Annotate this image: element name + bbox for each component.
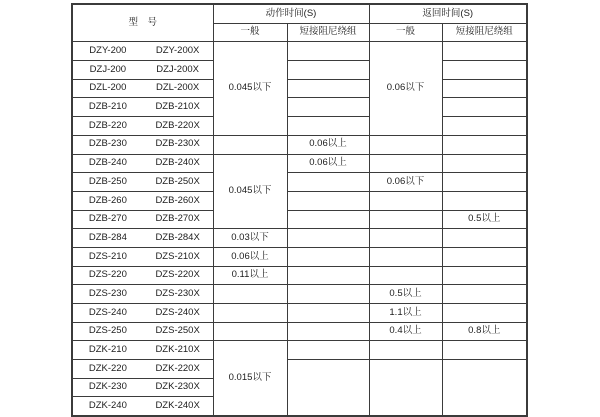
model-name-primary: DZK-240 [88, 400, 127, 412]
return-general-cell [369, 360, 442, 417]
return-damping-cell [442, 341, 527, 360]
return-general-cell [369, 191, 442, 210]
model-cell [72, 154, 213, 173]
model-pair [73, 158, 213, 168]
action-general-cell: 0.03以下 [213, 229, 287, 248]
model-name-variant: DZJ-200X [156, 63, 199, 75]
model-cell [72, 322, 213, 341]
model-pair [73, 65, 213, 75]
model-name-variant: DZK-210X [155, 344, 200, 355]
model-cell [72, 378, 213, 397]
return-damping-cell [442, 266, 527, 285]
model-name-primary: DZS-210 [88, 250, 127, 262]
model-pair [73, 46, 213, 56]
action-damping-cell [287, 210, 369, 229]
model-name-primary: DZS-240 [88, 306, 127, 318]
return-general-cell [369, 229, 442, 248]
action-damping-cell [287, 266, 369, 285]
return-damping-cell [442, 42, 527, 61]
model-pair [73, 139, 213, 149]
table-row [72, 229, 527, 248]
model-pair [73, 102, 213, 112]
table-row [72, 341, 527, 360]
table-row [72, 304, 527, 323]
action-damping-cell [287, 341, 369, 360]
model-cell [72, 79, 213, 98]
model-name-primary: DZS-220 [88, 269, 127, 281]
header-action-damping: 短接阻尼绕组 [287, 23, 369, 42]
action-damping-cell [287, 173, 369, 192]
model-name-variant: DZB-270X [155, 213, 200, 225]
action-general-cell [213, 322, 287, 341]
model-name-primary: DZB-210 [88, 101, 127, 113]
model-pair [73, 177, 213, 187]
action-damping-cell [287, 285, 369, 304]
action-damping-cell [287, 61, 369, 80]
header-row-1 [72, 4, 527, 23]
model-cell [72, 173, 213, 192]
model-cell [72, 266, 213, 285]
header-return-general: 一般 [369, 23, 442, 42]
return-damping-cell [442, 285, 527, 304]
model-cell [72, 117, 213, 136]
model-name-primary: DZB-284 [88, 231, 127, 243]
action-damping-cell: 0.06以上 [287, 154, 369, 173]
model-name-primary: DZJ-200 [89, 63, 127, 75]
return-general-cell [369, 341, 442, 360]
action-general-cell [213, 285, 287, 304]
header-model: 型 号 [72, 4, 213, 42]
relay-timing-spec-table [71, 3, 528, 417]
model-name-variant: DZB-250X [155, 175, 200, 187]
header-return-time: 返回时间(S) [369, 4, 527, 23]
model-name-variant: DZL-200X [155, 82, 200, 94]
model-pair [73, 252, 213, 262]
table-row [72, 247, 527, 266]
return-general-cell [369, 247, 442, 266]
model-name-variant: DZK-230X [155, 381, 200, 393]
return-damping-cell [442, 61, 527, 80]
return-damping-cell [442, 229, 527, 248]
return-general-cell: 1.1以上 [369, 304, 442, 323]
table-row [72, 79, 527, 98]
return-damping-cell [442, 79, 527, 98]
action-general-cell [213, 304, 287, 323]
model-pair [73, 270, 213, 280]
model-name-primary: DZL-200 [89, 82, 127, 94]
model-name-variant: DZS-240X [155, 306, 200, 318]
table-row [72, 117, 527, 136]
model-pair [73, 308, 213, 318]
model-name-primary: DZK-220 [88, 362, 127, 374]
header-return-damping: 短接阻尼绕组 [442, 23, 527, 42]
return-damping-cell: 0.5以上 [442, 210, 527, 229]
return-general-cell [369, 266, 442, 285]
model-cell [72, 135, 213, 154]
model-cell [72, 341, 213, 360]
model-pair [73, 364, 213, 374]
model-name-primary: DZB-260 [88, 194, 127, 206]
model-name-primary: DZB-270 [88, 213, 127, 225]
table-row [72, 266, 527, 285]
table-row [72, 135, 527, 154]
model-name-variant: DZB-210X [155, 101, 200, 113]
return-general-cell: 0.06以下 [369, 173, 442, 192]
table-row [72, 61, 527, 80]
model-name-variant: DZS-250X [155, 325, 200, 337]
model-cell [72, 247, 213, 266]
model-name-variant: DZS-220X [155, 269, 200, 281]
table-row [72, 322, 527, 341]
return-damping-cell: 0.8以上 [442, 322, 527, 341]
model-name-variant: DZS-230X [155, 287, 200, 299]
action-general-cell [213, 135, 287, 154]
model-pair [73, 401, 213, 411]
header-action-time: 动作时间(S) [213, 4, 369, 23]
action-general-cell: 0.015以下 [213, 341, 287, 416]
action-damping-cell [287, 229, 369, 248]
return-damping-cell [442, 98, 527, 117]
model-name-primary: DZK-230 [88, 381, 127, 393]
return-damping-cell [442, 173, 527, 192]
action-damping-cell [287, 79, 369, 98]
return-general-cell [369, 210, 442, 229]
return-damping-cell [442, 304, 527, 323]
table-row [72, 191, 527, 210]
model-pair [73, 326, 213, 336]
model-cell [72, 229, 213, 248]
model-name-primary: DZB-230 [88, 138, 127, 150]
model-pair [73, 345, 213, 355]
model-name-primary: DZB-250 [88, 175, 127, 187]
model-pair [73, 289, 213, 299]
model-name-variant: DZB-220X [155, 119, 200, 131]
model-cell [72, 210, 213, 229]
table-row [72, 173, 527, 192]
header-action-general: 一般 [213, 23, 287, 42]
model-cell [72, 191, 213, 210]
model-name-variant: DZK-220X [155, 362, 200, 374]
action-general-cell: 0.045以下 [213, 42, 287, 135]
table-body [72, 42, 527, 416]
action-general-cell: 0.11以上 [213, 266, 287, 285]
return-general-cell: 0.5以上 [369, 285, 442, 304]
table-row [72, 42, 527, 61]
model-cell [72, 285, 213, 304]
return-damping-cell [442, 135, 527, 154]
model-name-primary: DZS-230 [88, 287, 127, 299]
action-general-cell: 0.045以下 [213, 154, 287, 229]
model-pair [73, 196, 213, 206]
table-row [72, 360, 527, 379]
model-pair [73, 121, 213, 131]
action-damping-cell [287, 247, 369, 266]
table-row [72, 285, 527, 304]
action-damping-cell [287, 42, 369, 61]
table-row [72, 98, 527, 117]
model-name-variant: DZB-284X [155, 231, 200, 243]
model-name-variant: DZS-210X [155, 250, 200, 262]
model-cell [72, 360, 213, 379]
model-name-variant: DZB-230X [155, 138, 200, 150]
return-general-cell: 0.06以下 [369, 42, 442, 135]
model-cell [72, 61, 213, 80]
model-name-variant: DZK-240X [155, 400, 200, 412]
model-pair [73, 83, 213, 93]
action-damping-cell: 0.06以上 [287, 135, 369, 154]
model-name-variant: DZY-200X [155, 45, 200, 56]
return-damping-cell [442, 154, 527, 173]
return-general-cell [369, 154, 442, 173]
model-name-primary: DZY-200 [89, 45, 127, 56]
model-pair [73, 214, 213, 224]
model-name-variant: DZB-260X [155, 194, 200, 206]
model-name-primary: DZB-220 [88, 119, 127, 131]
table-row [72, 210, 527, 229]
action-damping-cell [287, 117, 369, 136]
model-name-primary: DZK-210 [88, 344, 127, 355]
action-damping-cell [287, 360, 369, 417]
action-damping-cell [287, 322, 369, 341]
model-name-primary: DZS-250 [88, 325, 127, 337]
action-general-cell: 0.06以上 [213, 247, 287, 266]
return-damping-cell [442, 360, 527, 417]
model-cell [72, 98, 213, 117]
return-general-cell [369, 135, 442, 154]
return-damping-cell [442, 117, 527, 136]
model-name-primary: DZB-240 [88, 157, 127, 169]
action-damping-cell [287, 98, 369, 117]
model-cell [72, 42, 213, 61]
model-cell [72, 304, 213, 323]
model-name-variant: DZB-240X [155, 157, 200, 169]
model-pair [73, 233, 213, 243]
return-damping-cell [442, 247, 527, 266]
table-row [72, 154, 527, 173]
return-general-cell: 0.4以上 [369, 322, 442, 341]
action-damping-cell [287, 304, 369, 323]
model-pair [73, 382, 213, 392]
model-cell [72, 397, 213, 416]
return-damping-cell [442, 191, 527, 210]
action-damping-cell [287, 191, 369, 210]
table-header [72, 4, 527, 42]
